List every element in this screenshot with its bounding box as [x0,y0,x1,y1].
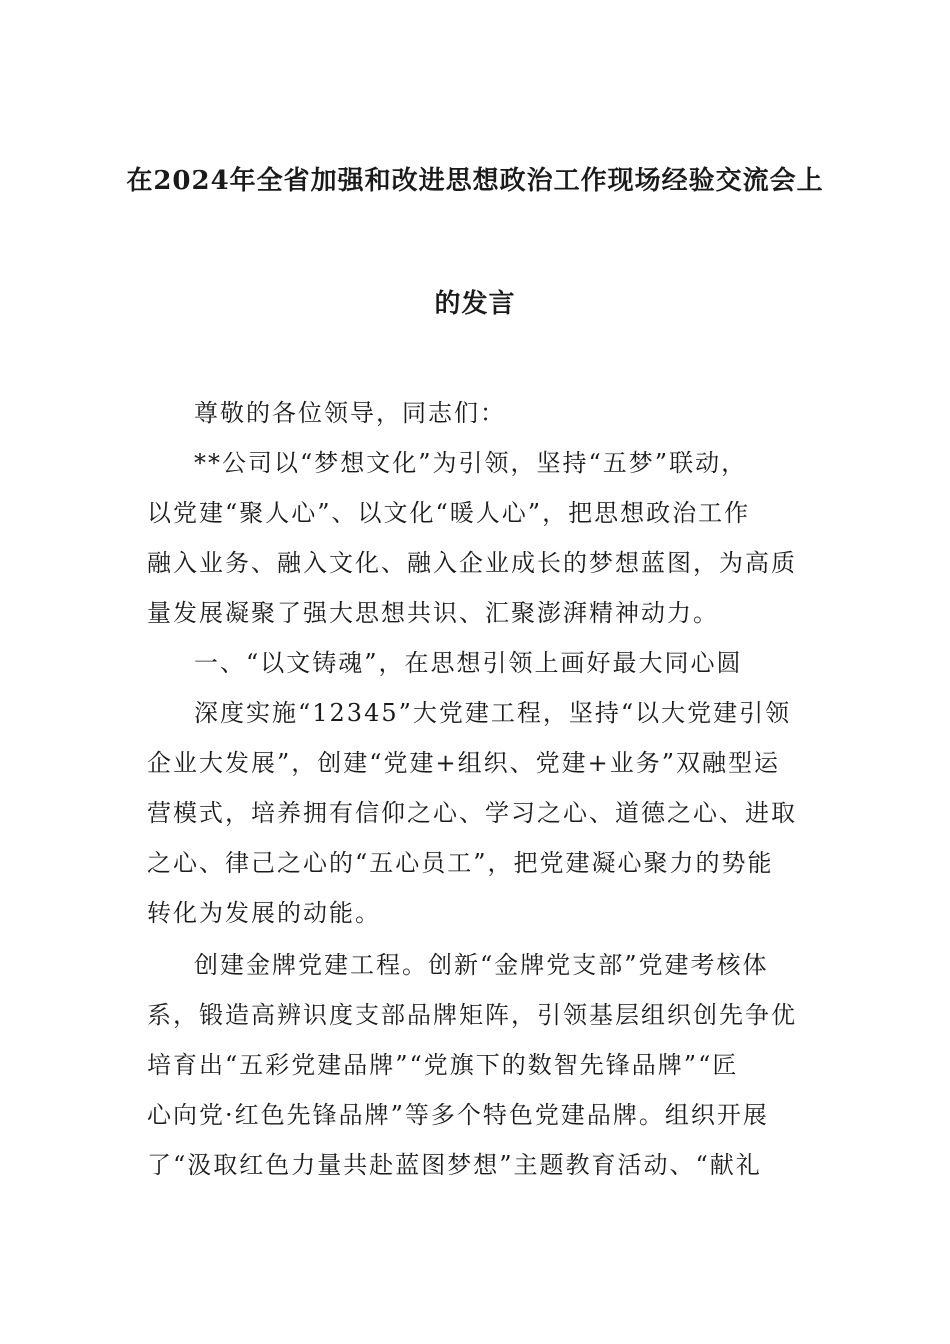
document-title-line-1: 在2024年全省加强和改进思想政治工作现场经验交流会上 [126,166,824,196]
paragraph-line: 深度实施“12345”大党建工程，坚持“以大党建引领 [194,699,792,727]
document-title-line-2: 的发言 [434,289,516,319]
section-heading: 一、“以文铸魂”，在思想引领上画好最大同心圆 [194,649,743,677]
paragraph-line: 系，锻造高辨识度支部品牌矩阵，引领基层组织创先争优 [147,1001,797,1029]
paragraph-line: 转化为发展的动能。 [147,899,381,927]
paragraph-line: 培育出“五彩党建品牌”“党旗下的数智先锋品牌”“匠 [147,1051,739,1079]
paragraph-line: 以党建“聚人心”、以文化“暖人心”，把思想政治工作 [147,499,751,527]
paragraph-line: **公司以“梦想文化”为引领，坚持“五梦”联动， [194,449,748,477]
paragraph-line: 企业大发展”，创建“党建+组织、党建+业务”双融型运 [147,749,781,777]
paragraph-line: 了“汲取红色力量共赴蓝图梦想”主题教育活动、“献礼 [147,1151,762,1179]
salutation: 尊敬的各位领导，同志们： [194,399,506,427]
paragraph-line: 营模式，培养拥有信仰之心、学习之心、道德之心、进取 [147,799,797,827]
paragraph-line: 之心、律己之心的“五心员工”，把党建凝心聚力的势能 [147,849,774,877]
paragraph-line: 心向党·红色先锋品牌”等多个特色党建品牌。组织开展 [147,1101,769,1129]
paragraph-line: 量发展凝聚了强大思想共识、汇聚澎湃精神动力。 [147,599,719,627]
paragraph-line: 创建金牌党建工程。创新“金牌党支部”党建考核体 [194,951,769,979]
paragraph-line: 融入业务、融入文化、融入企业成长的梦想蓝图，为高质 [147,549,797,577]
